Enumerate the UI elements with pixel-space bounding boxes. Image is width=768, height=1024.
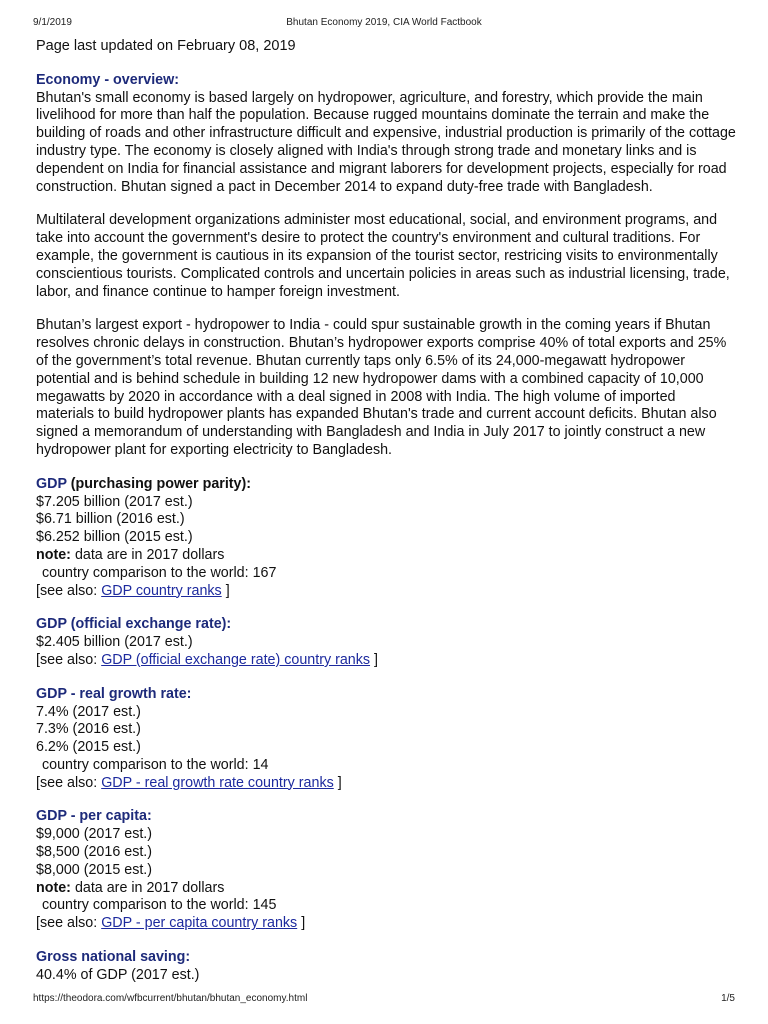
print-url: https://theodora.com/wfbcurrent/bhutan/bhutan_economy.html <box>33 993 308 1004</box>
gdp-growth-section <box>36 686 736 793</box>
see-also-suffix: ] <box>337 774 342 791</box>
see-also-line <box>36 583 736 601</box>
note-line <box>36 547 736 565</box>
value-line: $8,000 (2015 est.) <box>36 861 153 878</box>
section-title-main: GDP <box>36 475 67 492</box>
see-also-prefix: [see also: <box>36 651 98 668</box>
gdp-per-capita-ranks-link[interactable]: GDP - per capita country ranks <box>101 915 298 932</box>
note-label: note: <box>36 879 71 896</box>
note-text: data are in 2017 dollars <box>74 879 225 896</box>
page-content <box>36 38 736 985</box>
print-date: 9/1/2019 <box>33 17 72 28</box>
gdp-ppp-section <box>36 476 736 601</box>
section-title: GDP - real growth rate: <box>36 685 192 702</box>
value-line: $9,000 (2017 est.) <box>36 826 153 843</box>
value-line: $8,500 (2016 est.) <box>36 844 153 861</box>
gross-saving-section <box>36 949 736 985</box>
gdp-country-ranks-link[interactable]: GDP country ranks <box>101 582 222 599</box>
overview-paragraph: Multilateral development organizations administer most educational, social, and environment programs, and take into account the government's desire to protect the country's environment and cultural traditions. For example, the government is cautious in its expansion of the tourist sector, restricing visits to environmentally conscientious tourists. Complicated controls and uncertain policies in areas such as industrial licensing, trade, labor, and finance continue to hamper foreign investment. <box>36 212 730 300</box>
overview-paragraph: Bhutan’s largest export - hydropower to India - could spur sustainable growth in the coming years if Bhutan resolves chronic delays in construction. Bhutan’s hydropower exports comprise 40% of total exports and 25% of the government’s total revenue. Bhutan currently taps only 6.5% of its 24,000-megawatt hydropower potential and is behind schedule in building 12 new hydropower dams with a combined capacity of 10,000 megawatts by 2020 in accordance with a deal signed in 2008 with India. The high volume of imported materials to build hydropower plants has expanded Bhutan's trade and current account deficits. Bhutan also signed a memorandum of understanding with Bangladesh and India in July 2017 to jointly construct a new hydropower plant for exporting electricity to Bangladesh. <box>36 317 727 458</box>
section-title: GDP - per capita: <box>36 808 152 825</box>
section-title: Gross national saving: <box>36 949 191 966</box>
see-also-suffix: ] <box>374 651 379 668</box>
value-line: $7.205 billion (2017 est.) <box>36 493 193 510</box>
section-title: GDP (official exchange rate): <box>36 616 232 633</box>
value-line: $6.71 billion (2016 est.) <box>36 511 185 528</box>
see-also-suffix: ] <box>301 915 306 932</box>
country-comparison: country comparison to the world: 167 <box>42 564 277 581</box>
see-also-line <box>36 915 736 933</box>
gdp-official-ranks-link[interactable]: GDP (official exchange rate) country ranks <box>101 651 371 668</box>
gdp-per-capita-section <box>36 808 736 933</box>
value-line: 40.4% of GDP (2017 est.) <box>36 966 200 983</box>
note-label: note: <box>36 546 71 563</box>
country-comparison: country comparison to the world: 14 <box>42 756 269 773</box>
gdp-official-section <box>36 616 736 669</box>
value-line: 7.4% (2017 est.) <box>36 703 141 720</box>
see-also-line <box>36 652 736 670</box>
print-page-number: 1/5 <box>721 993 735 1004</box>
page-updated: Page last updated on February 08, 2019 <box>36 38 296 54</box>
print-header <box>33 16 735 30</box>
see-also-line <box>36 775 736 793</box>
country-comparison: country comparison to the world: 145 <box>42 897 277 914</box>
value-line: 7.3% (2016 est.) <box>36 721 141 738</box>
section-title: Economy - overview: <box>36 71 180 88</box>
note-line <box>36 880 736 898</box>
see-also-prefix: [see also: <box>36 915 98 932</box>
value-line: $2.405 billion (2017 est.) <box>36 634 193 651</box>
see-also-suffix: ] <box>225 582 230 599</box>
print-title: Bhutan Economy 2019, CIA World Factbook <box>286 17 482 28</box>
see-also-prefix: [see also: <box>36 774 98 791</box>
print-footer <box>33 992 735 1006</box>
section-title-tail: (purchasing power parity): <box>70 475 252 492</box>
see-also-prefix: [see also: <box>36 582 98 599</box>
economy-overview-section <box>36 72 736 460</box>
value-line: 6.2% (2015 est.) <box>36 739 141 756</box>
note-text: data are in 2017 dollars <box>74 546 225 563</box>
section-title <box>36 476 736 494</box>
gdp-growth-ranks-link[interactable]: GDP - real growth rate country ranks <box>101 774 334 791</box>
overview-paragraph: Bhutan's small economy is based largely on hydropower, agriculture, and forestry, which provide the main livelihood for more than half the population. Because rugged mountains dominate the terrain and make the building of roads and other infrastructure difficult and expensive, industrial production is primarily of the cottage industry type. The economy is closely aligned with India's through strong trade and monetary links and is dependent on India for financial assistance and migrant laborers for development projects, especially for road construction. Bhutan signed a pact in December 2014 to expand duty-free trade with Bangladesh. <box>36 89 736 195</box>
value-line: $6.252 billion (2015 est.) <box>36 529 193 546</box>
